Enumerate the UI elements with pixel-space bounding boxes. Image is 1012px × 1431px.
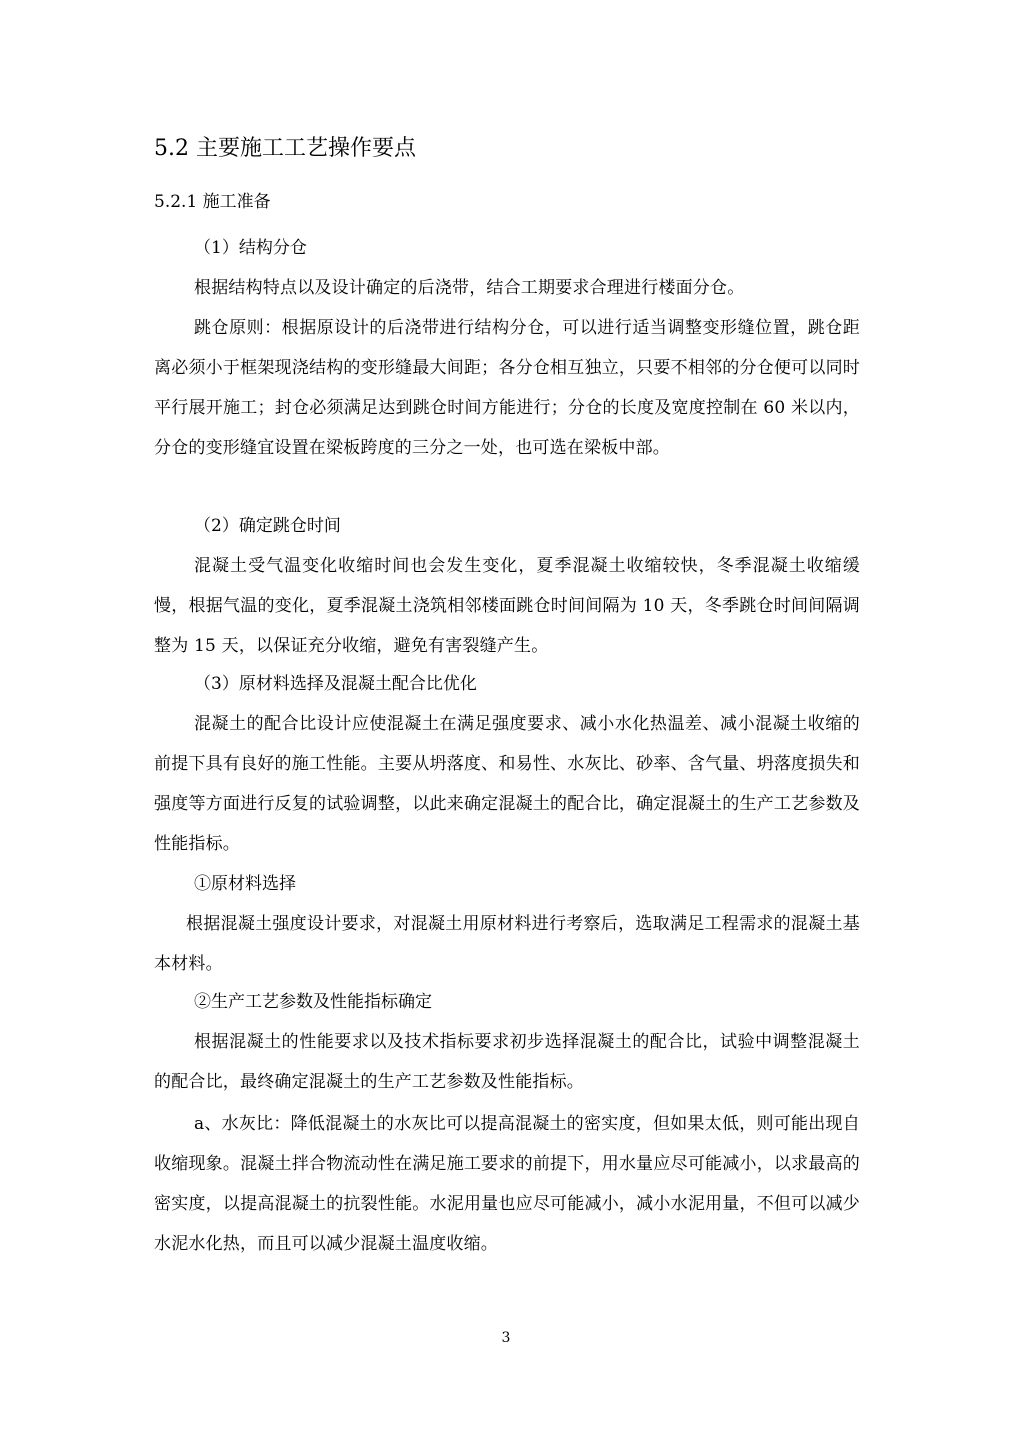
page-number: 3: [501, 1330, 511, 1346]
subitem-heading-parameters: ②生产工艺参数及性能指标确定: [194, 992, 432, 1012]
subsection-title: 5.2.1 施工准备: [154, 192, 271, 212]
paragraph-materials: 根据混凝土强度设计要求，对混凝土用原材料进行考察后，选取满足工程需求的混凝土基本材料。: [154, 914, 860, 974]
item-heading-structure-division: （1）结构分仓: [194, 238, 307, 258]
paragraph-water-cement-ratio: a、水灰比：降低混凝土的水灰比可以提高混凝土的密实度，但如果太低，则可能出现自收缩现象。混凝土拌合物流动性在满足施工要求的前提下，用水量应尽可能减小，以求最高的密实度，以提高混凝土的抗裂性能。水泥用量也应尽可能减小，减小水泥用量，不但可以减少水泥水化热，而且可以减少混凝土温度收缩。: [154, 1114, 860, 1254]
item-heading-jump-time: （2）确定跳仓时间: [194, 516, 341, 536]
paragraph-parameters: 根据混凝土的性能要求以及技术指标要求初步选择混凝土的配合比，试验中调整混凝土的配合比，最终确定混凝土的生产工艺参数及性能指标。: [154, 1032, 860, 1092]
section-title: 5.2 主要施工工艺操作要点: [154, 136, 416, 161]
subitem-heading-materials: ①原材料选择: [194, 874, 296, 894]
paragraph-jump-principle: 跳仓原则：根据原设计的后浇带进行结构分仓，可以进行适当调整变形缝位置，跳仓距离必须小于框架现浇结构的变形缝最大间距；各分仓相互独立，只要不相邻的分仓便可以同时平行展开施工；封仓必须满足达到跳仓时间方能进行；分仓的长度及宽度控制在 60 米以内，分仓的变形缝宜设置在梁板跨度的三分之一处，也可选在梁板中部。: [154, 318, 860, 458]
paragraph-jump-time: 混凝土受气温变化收缩时间也会发生变化，夏季混凝土收缩较快，冬季混凝土收缩缓慢，根据气温的变化，夏季混凝土浇筑相邻楼面跳仓时间间隔为 10 天，冬季跳仓时间间隔调整为 15 天，以保证充分收缩，避免有害裂缝产生。: [154, 556, 860, 656]
paragraph-mix-design: 混凝土的配合比设计应使混凝土在满足强度要求、减小水化热温差、减小混凝土收缩的前提下具有良好的施工性能。主要从坍落度、和易性、水灰比、砂率、含气量、坍落度损失和强度等方面进行反复的试验调整，以此来确定混凝土的配合比，确定混凝土的生产工艺参数及性能指标。: [154, 714, 860, 854]
paragraph-division-basis: 根据结构特点以及设计确定的后浇带，结合工期要求合理进行楼面分仓。: [194, 278, 745, 298]
item-heading-materials-mix: （3）原材料选择及混凝土配合比优化: [194, 674, 477, 694]
